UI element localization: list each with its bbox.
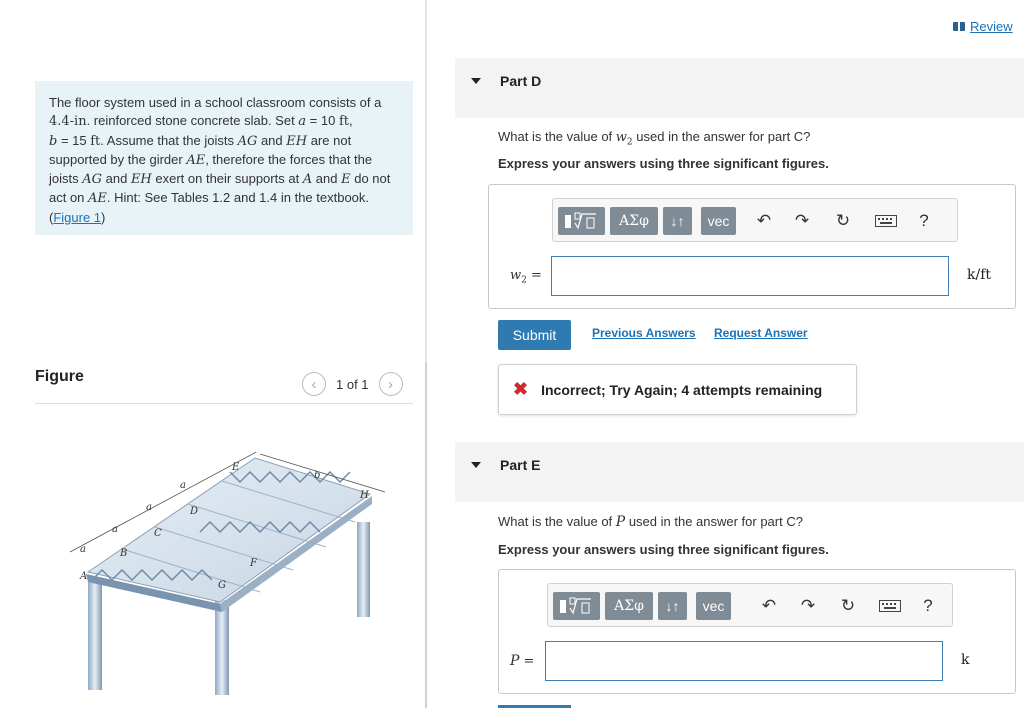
problem-text: . Hint: See Tables 1.2 and 1.4 in the textbook. (	[49, 190, 370, 225]
figure-counter: 1 of 1	[336, 376, 369, 392]
problem-text: and	[312, 171, 342, 187]
label-d-point: D	[190, 506, 199, 517]
equals-sign: =	[519, 654, 535, 669]
slab-thickness: 4.4	[49, 114, 70, 130]
part-e-instructions: Express your answers using three significant figures.	[498, 542, 829, 557]
subscript: 2	[521, 275, 527, 286]
vector-button[interactable]: vec	[696, 592, 731, 620]
feedback-text: Incorrect; Try Again; 4 attempts remaining	[541, 381, 823, 398]
part-d-answer-area	[488, 184, 1016, 309]
part-d-question	[498, 129, 810, 148]
problem-statement	[35, 81, 413, 235]
joist-eh: EH	[286, 133, 308, 149]
figure-link[interactable]: Figure 1	[53, 209, 102, 225]
var-a: a	[298, 114, 307, 130]
error-x-icon: ✖	[513, 379, 529, 399]
dim-a: a	[146, 502, 152, 513]
problem-text: are not supported by the girder	[49, 132, 352, 167]
math-toolbar	[547, 583, 953, 627]
unit-label: k/ft	[967, 267, 992, 283]
problem-text: , therefore the forces that the joists	[49, 151, 373, 187]
dim-b: b	[314, 470, 321, 481]
unit-label: k	[961, 652, 970, 668]
var-p: P	[615, 514, 626, 530]
collapse-triangle-icon[interactable]	[471, 462, 481, 468]
question-text: What is the value of	[498, 129, 616, 144]
part-e-header[interactable]	[455, 442, 1024, 502]
var-w: w	[615, 130, 627, 145]
help-icon[interactable]: ?	[923, 596, 933, 615]
part-e-answer-area	[498, 569, 1016, 694]
review-link[interactable]	[953, 19, 1013, 34]
question-text: What is the value of	[498, 514, 616, 529]
part-d-variable-label	[510, 268, 542, 286]
divider	[35, 403, 413, 404]
undo-icon[interactable]: ↶	[761, 596, 777, 615]
problem-text: -	[69, 113, 75, 129]
unit-in: in	[74, 114, 87, 130]
greek-symbols-button[interactable]: ΑΣφ	[605, 592, 653, 620]
part-e-question	[498, 514, 803, 530]
part-e-title: Part E	[500, 457, 541, 473]
unit-ft: ft	[338, 114, 349, 130]
girder-ae: AE	[186, 152, 206, 168]
part-d-instructions: Express your answers using three significant figures.	[498, 156, 829, 171]
problem-text: = 10	[306, 113, 339, 129]
figure-heading: Figure	[35, 368, 84, 385]
collapse-triangle-icon[interactable]	[471, 78, 481, 84]
keyboard-icon[interactable]	[873, 210, 899, 232]
equals-sign: =	[526, 268, 542, 283]
review-label[interactable]: Review	[970, 19, 1013, 34]
point-e: E	[341, 172, 351, 188]
arrows-button[interactable]: ↓↑	[663, 207, 692, 235]
undo-icon[interactable]: ↶	[756, 211, 772, 230]
label-b-point: B	[120, 548, 128, 559]
request-answer-link[interactable]: Request Answer	[714, 326, 808, 340]
dim-a: a	[112, 524, 118, 535]
chevron-right-icon[interactable]: ›	[379, 372, 403, 396]
var-w: w	[510, 268, 522, 283]
floor-system-figure	[50, 452, 395, 702]
var-b: b	[49, 133, 58, 149]
book-icon	[953, 22, 965, 31]
subscript: 2	[626, 137, 633, 148]
girder-ae: AE	[88, 191, 107, 207]
figure-pager	[302, 372, 403, 396]
problem-text: . reinforced stone concrete slab. Set	[86, 113, 299, 129]
problem-text: and	[102, 171, 131, 187]
redo-icon[interactable]: ↷	[800, 596, 816, 615]
label-h-point: H	[360, 490, 369, 501]
problem-text: do not act on	[49, 171, 391, 206]
w2-answer-input[interactable]	[551, 256, 949, 296]
greek-symbols-button[interactable]: ΑΣφ	[610, 207, 658, 235]
joist-eh: EH	[130, 172, 152, 188]
problem-text: . Assume that the joists	[100, 132, 238, 148]
reset-icon[interactable]: ↻	[840, 596, 856, 615]
joist-ag: AG	[237, 133, 258, 149]
question-text: used in the answer for part C?	[632, 129, 811, 144]
redo-icon[interactable]: ↷	[794, 211, 810, 230]
chevron-left-icon[interactable]: ‹	[302, 372, 326, 396]
joist-ag: AG	[82, 172, 103, 188]
column	[88, 580, 102, 690]
part-d-header[interactable]	[455, 58, 1024, 118]
math-toolbar	[552, 198, 958, 242]
problem-text: )	[101, 209, 106, 225]
var-p: P	[510, 653, 520, 669]
label-c-point: C	[154, 528, 162, 539]
fraction-root-icon	[562, 211, 602, 231]
problem-text: exert on their supports at	[151, 171, 303, 187]
help-icon[interactable]: ?	[919, 211, 929, 230]
template-button[interactable]	[558, 207, 605, 235]
column-divider	[425, 362, 427, 708]
part-d-title: Part D	[500, 73, 542, 89]
column	[215, 600, 229, 695]
point-a: A	[302, 172, 313, 188]
dim-a: a	[180, 480, 186, 491]
column	[357, 522, 370, 617]
template-button[interactable]	[553, 592, 600, 620]
label-a-point: A	[80, 571, 88, 582]
label-g-point: G	[218, 580, 226, 591]
reset-icon[interactable]: ↻	[835, 211, 851, 230]
label-f-point: F	[250, 558, 257, 569]
vector-button[interactable]: vec	[701, 207, 736, 235]
previous-answers-link[interactable]: Previous Answers	[592, 326, 696, 340]
question-text: used in the answer for part C?	[625, 514, 803, 529]
part-e-variable-label	[510, 653, 534, 669]
p-answer-input[interactable]	[545, 641, 943, 681]
keyboard-icon[interactable]	[877, 595, 903, 617]
problem-text: ,	[349, 113, 353, 129]
problem-text: = 15	[57, 132, 91, 148]
feedback-message	[498, 364, 857, 415]
fraction-root-icon	[557, 596, 597, 616]
label-e-point: E	[232, 462, 240, 473]
problem-text: The floor system used in a school classroom consists of a	[49, 95, 382, 110]
submit-button[interactable]: Submit	[498, 320, 571, 350]
dim-a: a	[80, 544, 86, 555]
left-panel	[0, 0, 426, 708]
arrows-button[interactable]: ↓↑	[658, 592, 687, 620]
unit-ft: ft	[90, 133, 101, 149]
problem-text: and	[257, 132, 287, 148]
